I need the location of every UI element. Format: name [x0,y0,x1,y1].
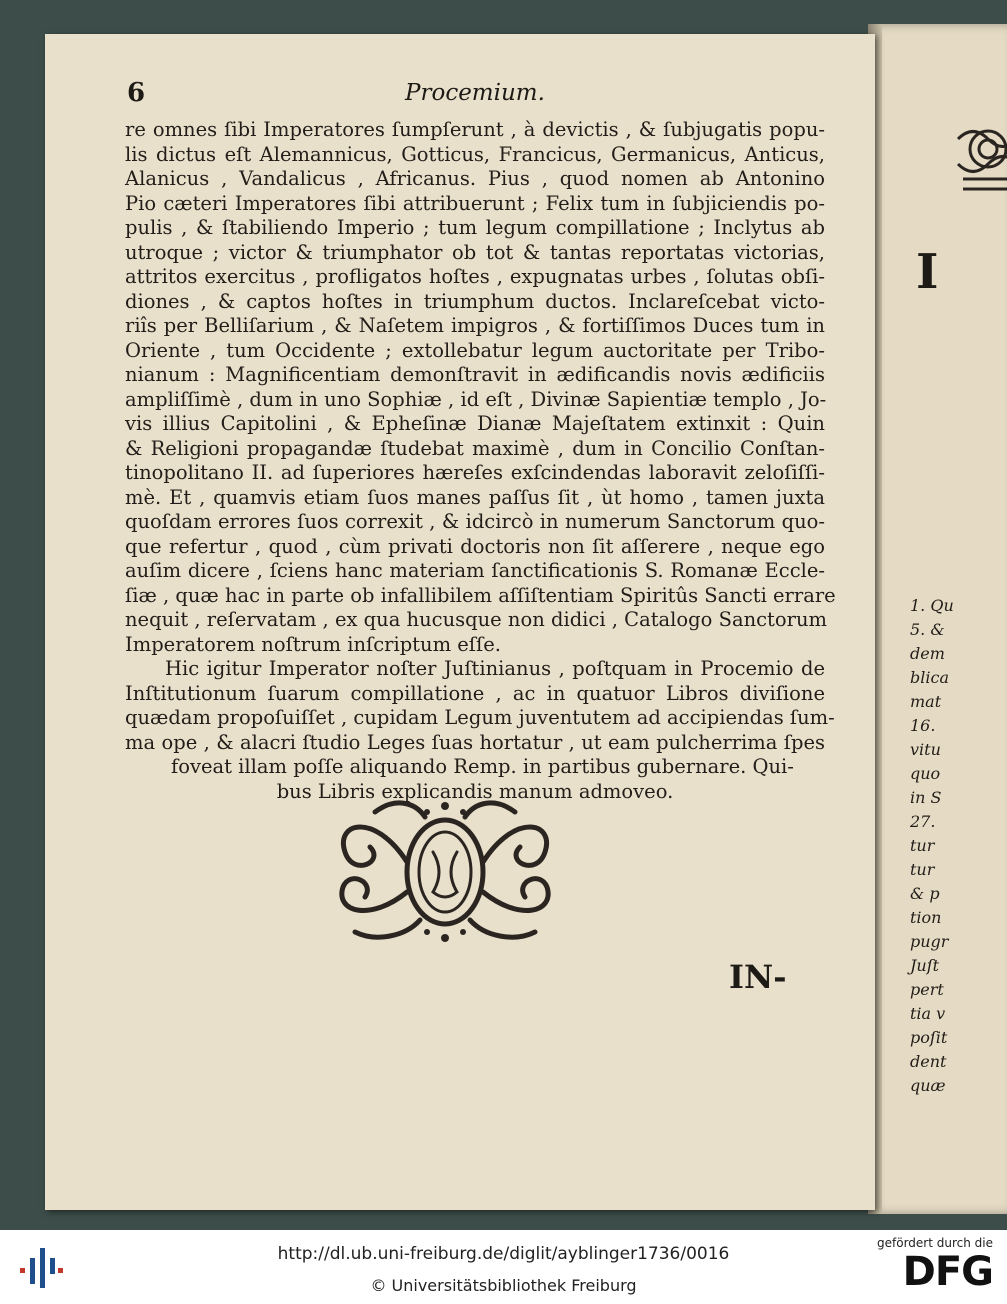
dfg-logo: DFG [902,1249,993,1295]
footnote-line: 27. [910,812,936,831]
paragraph-2 [125,657,835,804]
text-line: diones , & captos hoſtes in triumphum ductos. Inclareſcebat victo- [125,289,825,313]
footnote-line: 16. [910,716,936,735]
footnote-line: pugr [910,932,949,951]
text-line: riîs per Belliſarium , & Naſetem impigros , & fortiſſimos Duces tum in [125,314,825,337]
text-line: Alanicus , Vandalicus , Africanus. Pius , quod nomen ab Antonino [125,167,825,190]
footnote-line: vitu [910,740,941,759]
funding-note: gefördert durch die [877,1236,993,1250]
paragraph-1 [125,118,836,657]
footnote-line: dent [910,1052,947,1071]
text-line: quædam propoſuiſſet , cupidam Legum juventutem ad accipiendas ſum- [125,706,835,729]
footnote-line: pert [910,980,944,999]
footnote-line: quo [910,764,941,783]
text-line: nequit , reſervatam , ex qua hucusque non didici , Catalogo Sanctorum [125,608,827,631]
footnote-line: Juſt [910,956,940,975]
text-line: quoſdam errores ſuos correxit , & idcircò in numerum Sanctorum quo- [125,510,825,533]
footnote-line: & p [910,884,940,903]
body-text [125,118,836,804]
footnote-line: tia v [910,1004,946,1023]
text-line: Hic igitur Imperator noſter Juſtinianus , poſtquam in Procemio de [165,657,825,680]
footnote-line: 1. Qu [910,596,954,615]
right-page-initial: I [916,244,939,300]
text-line: ma ope , & alacri ſtudio Leges ſuas hortatur , ut eam pulcherrima ſpes [125,730,825,754]
text-line: foveat illam poſſe aliquando Remp. in partibus gubernare. Qui- [171,755,794,778]
right-page-footnotes [910,594,1007,1098]
text-line: & Religioni propagandæ ſtudebat maximè , dum in Concilio Conſtan- [125,436,825,460]
footnote-line: dem [910,644,945,663]
text-line: lis dictus eſt Alemannicus, Gotticus, Francicus, Germanicus, Anticus, [125,142,825,166]
text-line: que refertur , quod , cùm privati doctoris non ſit aſſerere , neque ego [125,534,825,558]
text-line: Inſtitutionum ſuarum compillatione , ac in quatuor Libros diviſione [125,681,825,705]
footnote-line: tion [910,908,942,927]
left-page [45,34,875,1210]
text-line: Oriente , tum Occidente ; extollebatur legum auctoritate per Tribo- [125,338,825,362]
footnote-line: mat [910,692,942,711]
text-line: vis illius Capitolini , & Epheſinæ Dianæ Majeſtatem extinxit : Quin [125,412,825,435]
text-line: re omnes ſibi Imperatores ſumpſerunt , à devictis , & ſubjugatis popu- [125,118,825,141]
copyright-text: © Universitätsbibliothek Freiburg [370,1276,637,1295]
text-line: Pio cæteri Imperatores ſibi attribuerunt ; Felix tum in ſubjiciendis po- [125,191,825,215]
page-number: 6 [127,78,146,108]
text-line: Imperatorem noſtrum inſcriptum eſſe. [125,632,501,656]
footnote-line: tur [910,860,935,879]
footnote-line: 5. & [910,620,945,639]
text-line: nianum : Magnificentiam demonſtravit in ædificandis novis ædificiis [125,363,825,386]
footnote-line: in S [910,788,942,807]
right-page [878,24,1007,1214]
text-line: auſim dicere , ſciens hanc materiam ſanctificationis S. Romanæ Eccle- [125,559,825,582]
running-header: Procemium. [405,80,545,106]
text-line: pulis , & ſtabiliendo Imperio ; tum legum compillatione ; Inclytus ab [125,216,825,239]
catchword: IN- [729,958,787,996]
floral-ornament-icon [315,792,575,947]
footnote-line: tur [910,836,935,855]
footnote-line: blica [910,668,949,687]
document-url-link[interactable]: http://dl.ub.uni-freiburg.de/diglit/ayblinger1736/0016 [277,1244,730,1264]
text-line: utroque ; victor & triumphator ob tot & tantas reportatas victorias, [125,240,825,264]
text-line: tinopolitano II. ad ſuperiores hæreſes exſcindendas laboravit zeloſiſſi- [125,461,825,484]
text-line: mè. Et , quamvis etiam ſuos manes paſſus ſit , ùt homo , tamen juxta [125,485,825,509]
text-line: ſiæ , quæ hac in parte ob infallibilem aſſiſtentiam Spiritûs Sancti errare [125,583,836,607]
right-ornament-icon [948,119,1007,239]
footer-bar [0,1230,1007,1304]
footnote-line: poſit [910,1028,948,1047]
text-line: attritos exercitus , profligatos hoſtes , expugnatas urbes , ſolutas obſi- [125,265,825,288]
footnote-line: quæ [910,1076,946,1095]
text-line: ampliſſimè , dum in uno Sophiæ , id eſt , Divinæ Sapientiæ templo , Jo- [125,387,827,411]
text-line: bus Libris explicandis manum admoveo. [276,779,674,803]
